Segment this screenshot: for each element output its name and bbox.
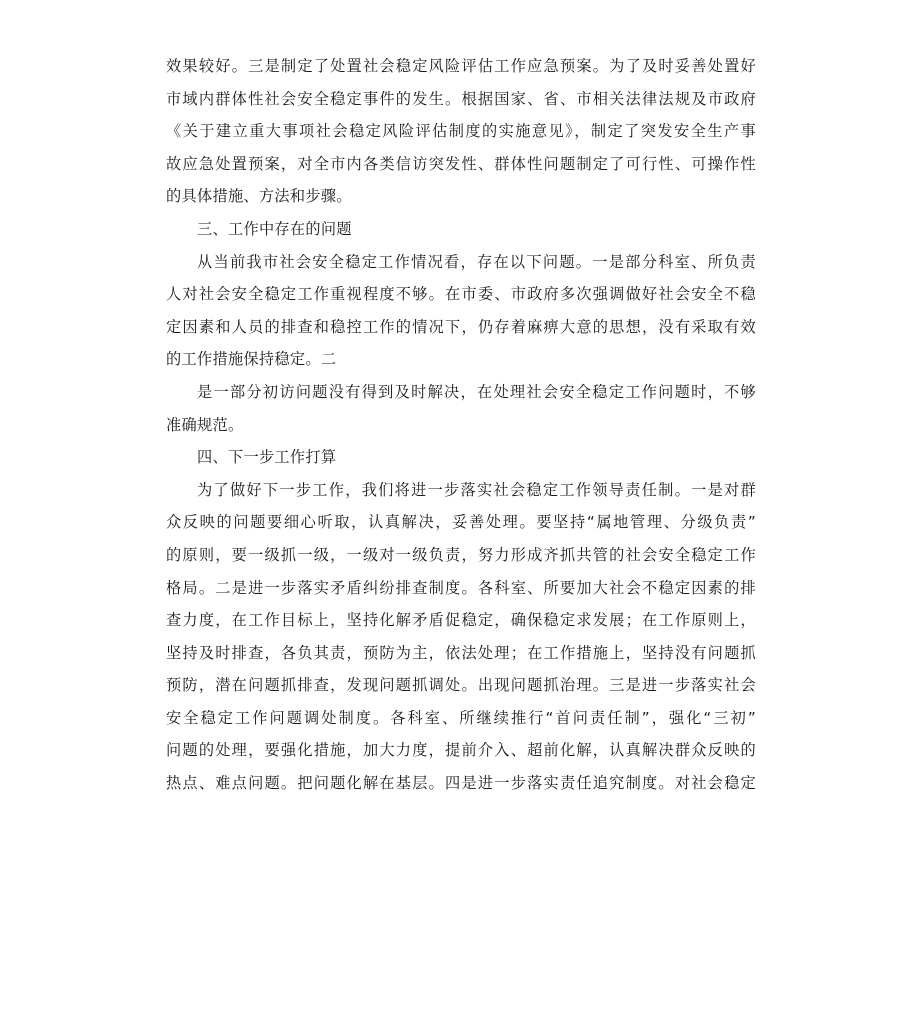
text-line: 安全稳定工作问题调处制度。各科室、所继续推行“首问责任制”，强化“三初”	[166, 708, 756, 727]
text-line: 热点、难点问题。把问题化解在基层。四是进一步落实责任追究制度。对社会稳定	[166, 774, 756, 793]
text-line: 效果较好。三是制定了处置社会稳定风险评估工作应急预案。为了及时妥善处置好	[166, 57, 756, 75]
paragraph	[166, 246, 756, 376]
text-line: 《关于建立重大事项社会稳定风险评估制度的实施意见》，制定了突发安全生产事	[166, 122, 756, 141]
paragraph	[166, 474, 756, 800]
section-heading: 四、下一步工作打算	[197, 448, 337, 467]
text-line: 预防，潜在问题抓排查，发现问题抓调处。出现问题抓治理。三是进一步落实社会	[166, 676, 756, 695]
text-line: 格局。二是进一步落实矛盾纠纷排查制度。各科室、所要加大社会不稳定因素的排	[166, 578, 756, 597]
text-line: 是一部分初访问题没有得到及时解决，在处理社会安全稳定工作问题时，不够	[197, 382, 756, 401]
text-line: 从当前我市社会安全稳定工作情况看，存在以下问题。一是部分科室、所负责	[197, 252, 756, 271]
text-line: 定因素和人员的排查和稳控工作的情况下，仍存着麻痹大意的思想，没有采取有效	[166, 317, 756, 336]
text-line: 的工作措施保持稳定。二	[166, 350, 337, 369]
text-line: 问题的处理，要强化措施，加大力度，提前介入、超前化解，认真解决群众反映的	[166, 741, 756, 760]
section-heading: 三、工作中存在的问题	[197, 219, 352, 238]
text-line: 为了做好下一步工作，我们将进一步落实社会稳定工作领导责任制。一是对群	[197, 480, 756, 499]
paragraph	[166, 376, 756, 441]
text-line: 市域内群体性社会安全稳定事件的发生。根据国家、省、市相关法律法规及市政府	[166, 89, 756, 108]
paragraph	[166, 50, 756, 213]
text-line: 故应急处置预案，对全市内各类信访突发性、群体性问题制定了可行性、可操作性	[166, 154, 756, 173]
text-line: 准确规范。	[166, 415, 244, 434]
text-line: 的原则，要一级抓一级，一级对一级负责，努力形成齐抓共管的社会安全稳定工作	[166, 545, 756, 564]
text-line: 人对社会安全稳定工作重视程度不够。在市委、市政府多次强调做好社会安全不稳	[166, 285, 756, 304]
text-line: 的具体措施、方法和步骤。	[166, 187, 352, 206]
text-line: 坚持及时排查，各负其责，预防为主，依法处理；在工作措施上，坚持没有问题抓	[166, 643, 756, 662]
text-line: 查力度，在工作目标上，坚持化解矛盾促稳定，确保稳定求发展；在工作原则上，	[166, 611, 756, 630]
document-page	[166, 50, 756, 800]
text-line: 众反映的问题要细心听取，认真解决，妥善处理。要坚持“属地管理、分级负责”	[166, 513, 756, 532]
